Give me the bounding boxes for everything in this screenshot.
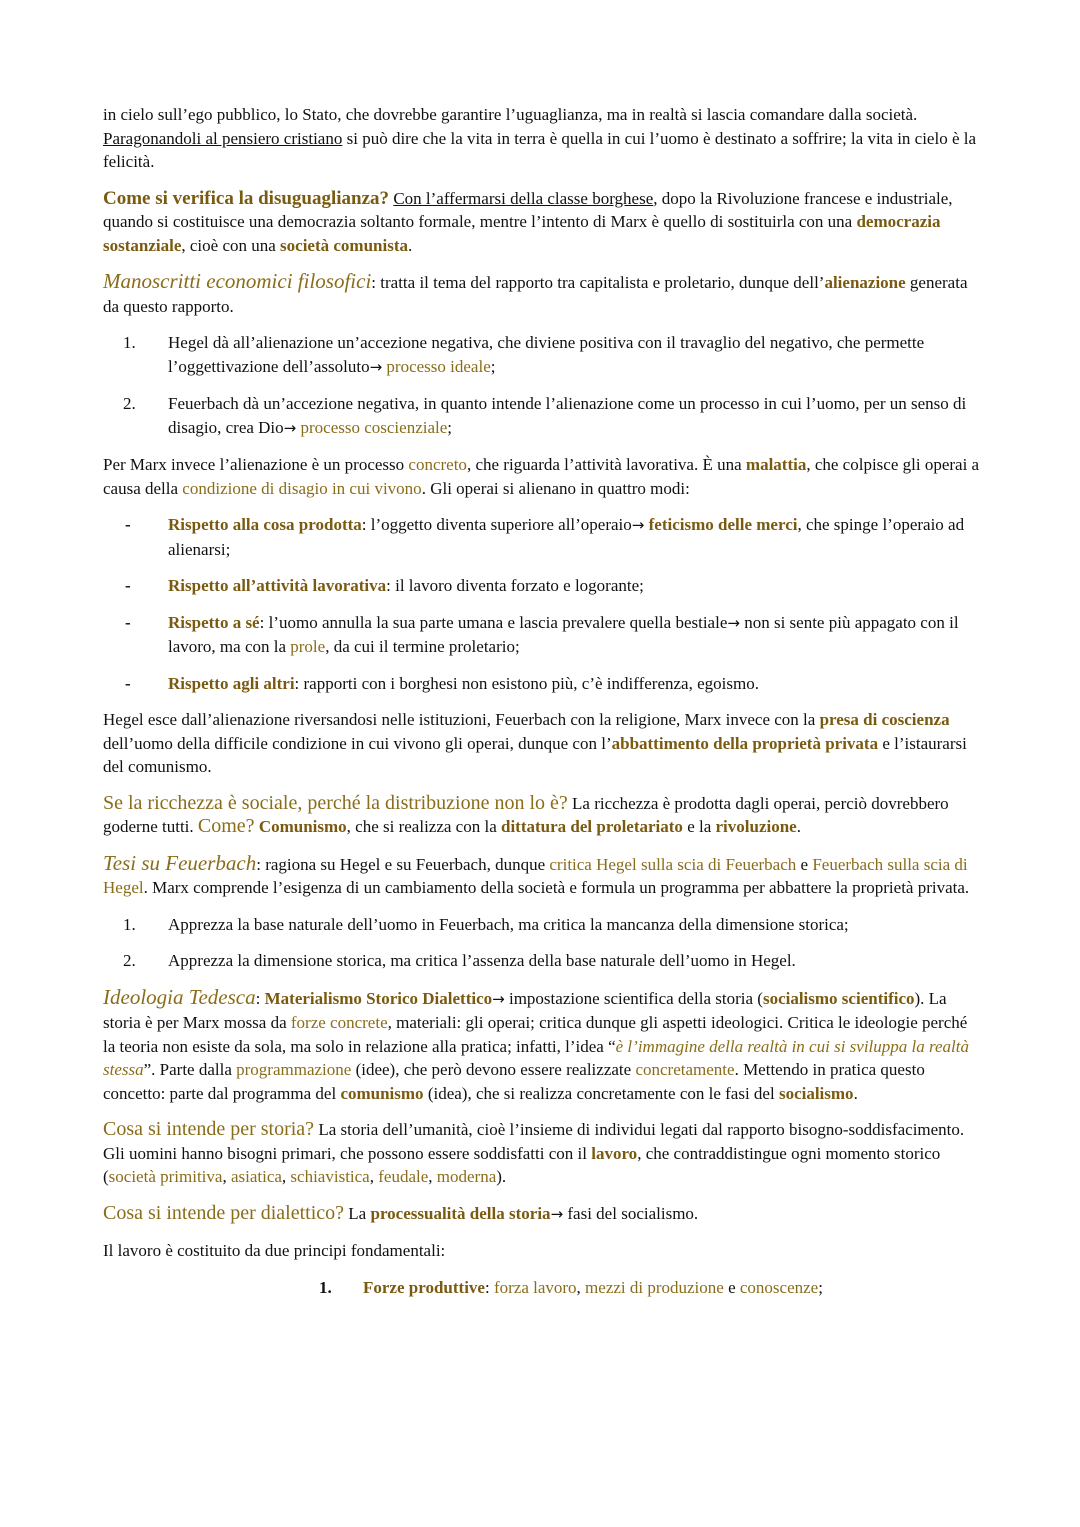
keyword: democrazia sostanziale [103,212,941,255]
arrow-icon: → [550,1204,564,1223]
keyword: Rispetto agli altri [168,673,295,693]
dash-list-modi [103,513,983,695]
keyword: socialismo [778,1083,854,1103]
question-heading: Come si verifica la disuguaglianza? [103,187,390,209]
keyword: comunismo [340,1083,424,1103]
dash-marker: - [125,515,131,534]
quote: è l’immagine della realtà in cui si sviluppa la realtà stessa [103,1036,969,1079]
list-item: - Rispetto all’attività lavorativa: il lavoro diventa forzato e logorante; [103,574,983,598]
list-item: 2. Apprezza la dimensione storica, ma critica l’assenza della base naturale dell’uomo in Hegel. [103,949,983,973]
list-item: 1. Hegel dà all’alienazione un’accezione negativa, che diviene positiva con il travaglio del negativo, che permette l’oggettivazione dell’assoluto→ processo ideale; [103,331,983,379]
keyword: moderna [436,1167,497,1186]
keyword: feticismo delle merci [644,515,798,534]
keyword: socialismo scientifico [762,988,915,1008]
paragraph-tesi-feuerbach: Tesi su Feuerbach: ragiona su Hegel e su Feuerbach, dunque critica Hegel sulla scia di Feuerbach e Feuerbach sulla scia di Hegel. Marx comprende l’esigenza di un cambiamento della società e formula un programma per abbattere la proprietà privata. [103,850,970,897]
keyword: Comunismo [258,817,347,836]
question-heading: Come? [197,815,255,837]
keyword: Forze produttive [363,1277,485,1297]
numbered-list-alienazione [103,331,983,440]
work-title: Tesi su Feuerbach [103,850,257,875]
keyword: critica Hegel sulla scia di Feuerbach [549,854,797,874]
paragraph-ricchezza: Se la ricchezza è sociale, perché la distribuzione non lo è? La ricchezza è prodotta dagli operai, perciò dovrebbero goderne tutti. Come? Comunismo, che si realizza con la dittatura del proletariato e la rivoluzione. [103,791,949,837]
keyword: feudale [378,1167,429,1186]
document-page [103,103,983,1312]
underlined-text: Paragonandoli al pensiero cristiano [103,128,343,148]
keyword: conoscenze [739,1277,819,1297]
paragraph-ideologia-tedesca: Ideologia Tedesca: Materialismo Storico Dialettico→ impostazione scientifica della storia (socialismo scientifico). La storia è per Marx mossa da forze concrete, materiali: gli operai; critica dunque gli aspetti ideologici. Critica le ideologie perché la teoria non esiste da sola, ma solo in relazione alla pratica; infatti, l’idea “è l’immagine della realtà in cui si sviluppa la realtà stessa”. Parte dalla programmazione (idee), che però devono essere realizzate concretamente. Mettendo in pratica questo concetto: parte dal programma del comunismo (idea), che si realizza concretamente con le fasi del socialismo. [103,984,969,1103]
keyword: forza lavoro [493,1277,577,1297]
keyword: dittatura del proletariato [501,817,683,836]
dash-marker: - [125,612,131,632]
paragraph-marx-alienazione: Per Marx invece l’alienazione è un processo concreto, che riguarda l’attività lavorativa. È una malattia, che colpisce gli operai a causa della condizione di disagio in cui vivono. Gli operai si alienano in quattro modi: [103,455,980,498]
work-title: Manoscritti economici filosofici [103,269,372,293]
keyword: presa di coscienza [819,710,950,729]
keyword: Materialismo Storico Dialettico [264,988,493,1008]
keyword: processo coscienziale [296,417,448,437]
numbered-list-tesi [103,913,983,973]
arrow-icon: → [727,613,740,632]
underlined-text: Con l’affermarsi della classe borghese [393,188,654,208]
keyword: mezzi di produzione [585,1277,724,1297]
list-item: - Rispetto alla cosa prodotta: l’oggetto diventa superiore all’operaio→ feticismo delle merci, che spinge l’operaio ad alienarsi; [103,513,983,561]
keyword: condizione di disagio in cui vivono [182,478,422,498]
keyword: processo ideale [382,356,491,376]
paragraph-storia: Cosa si intende per storia? La storia dell’umanità, cioè l’insieme di individui legati dal rapporto bisogno-soddisfacimento. Gli uomini hanno bisogni primari, che possono essere soddisfatti con il lavoro, che contraddistingue ogni momento storico (società primitiva, asiatica, schiavistica, feudale, moderna). [103,1118,965,1186]
arrow-icon: → [283,418,297,437]
paragraph-disuguaglianza: Come si verifica la disuguaglianza? Con l’affermarsi della classe borghese, dopo la Rivoluzione francese e industriale, quando si costituisce una democrazia soltanto formale, mentre l’intento di Marx è quello di sostituirla con una democrazia sostanziale, cioè con una società comunista. [103,187,953,255]
dash-marker: - [125,673,131,693]
arrow-icon: → [369,357,383,376]
paragraph-stato [103,103,983,174]
list-number: 1. [123,333,136,352]
list-number: 2. [123,394,136,413]
keyword: abbattimento della proprietà privata [611,733,879,753]
list-item: - Rispetto agli altri: rapporti con i borghesi non esistono più, c’è indifferenza, egoismo. [103,672,983,696]
keyword: società comunista [280,235,409,255]
arrow-icon: → [631,516,645,534]
question-heading: Cosa si intende per dialettico? [103,1201,345,1224]
keyword: forze concrete [290,1013,388,1032]
keyword: prole [290,637,326,656]
paragraph-uscita-alienazione: Hegel esce dall’alienazione riversandosi nelle istituzioni, Feuerbach con la religione, Marx invece con la presa di coscienza dell’uomo della difficile condizione in cui vivono gli operai, dunque con l’abbattimento della proprietà privata e l’istaurarsi del comunismo. [103,710,967,776]
keyword: asiatica [230,1167,282,1186]
keyword: rivoluzione [715,817,797,836]
paragraph-lavoro: Il lavoro è costituito da due principi fondamentali: [103,1241,446,1260]
keyword: alienazione [824,273,906,292]
keyword: lavoro [591,1143,638,1163]
keyword: Feuerbach sulla scia di Hegel [103,854,968,897]
keyword: schiavistica [290,1167,370,1186]
keyword: Rispetto a sé [168,612,260,632]
keyword: concreto [408,455,467,474]
keyword: programmazione [236,1060,352,1079]
question-heading: Se la ricchezza è sociale, perché la distribuzione non lo è? [103,791,568,814]
numbered-list-principi [103,1276,983,1300]
keyword: concretamente [635,1060,735,1079]
list-item: 2. Feuerbach dà un’accezione negativa, in quanto intende l’alienazione come un processo in cui l’uomo, per un senso di disagio, crea Dio→ processo coscienziale; [103,392,983,440]
list-item: 1. Apprezza la base naturale dell’uomo in Feuerbach, ma critica la mancanza della dimensione storica; [103,913,983,937]
keyword: processualità della storia [370,1203,551,1223]
text: in cielo sull’ego pubblico, lo Stato, che dovrebbe garantire l’uguaglianza, ma in realtà si lascia comandare dalla società. [103,105,918,124]
list-number: 2. [123,951,136,970]
list-item: - Rispetto a sé: l’uomo annulla la sua parte umana e lascia prevalere quella bestiale→ non si sente più appagato con il lavoro, ma con la prole, da cui il termine proletario; [103,611,983,659]
paragraph-dialettico: Cosa si intende per dialettico? La processualità della storia→ fasi del socialismo. [103,1201,699,1224]
work-title: Ideologia Tedesca [103,984,256,1009]
keyword: malattia [745,455,807,474]
list-number: 1. [319,1277,332,1297]
keyword: Rispetto alla cosa prodotta [168,515,362,534]
keyword: società primitiva [108,1167,223,1186]
list-item: 1. Forze produttive: forza lavoro, mezzi di produzione e conoscenze; [317,1276,983,1300]
list-number: 1. [123,914,136,934]
arrow-icon: → [492,989,505,1008]
paragraph-manoscritti: Manoscritti economici filosofici: tratta il tema del rapporto tra capitalista e proletario, dunque dell’alienazione generata da questo rapporto. [103,269,968,316]
dash-marker: - [125,576,131,595]
question-heading: Cosa si intende per storia? [103,1118,315,1140]
keyword: Rispetto all’attività lavorativa [168,576,387,595]
text: si può dire che la vita in terra è quella in cui l’uomo è destinato a soffrire; la vita in cielo è la felicità. [103,128,977,171]
